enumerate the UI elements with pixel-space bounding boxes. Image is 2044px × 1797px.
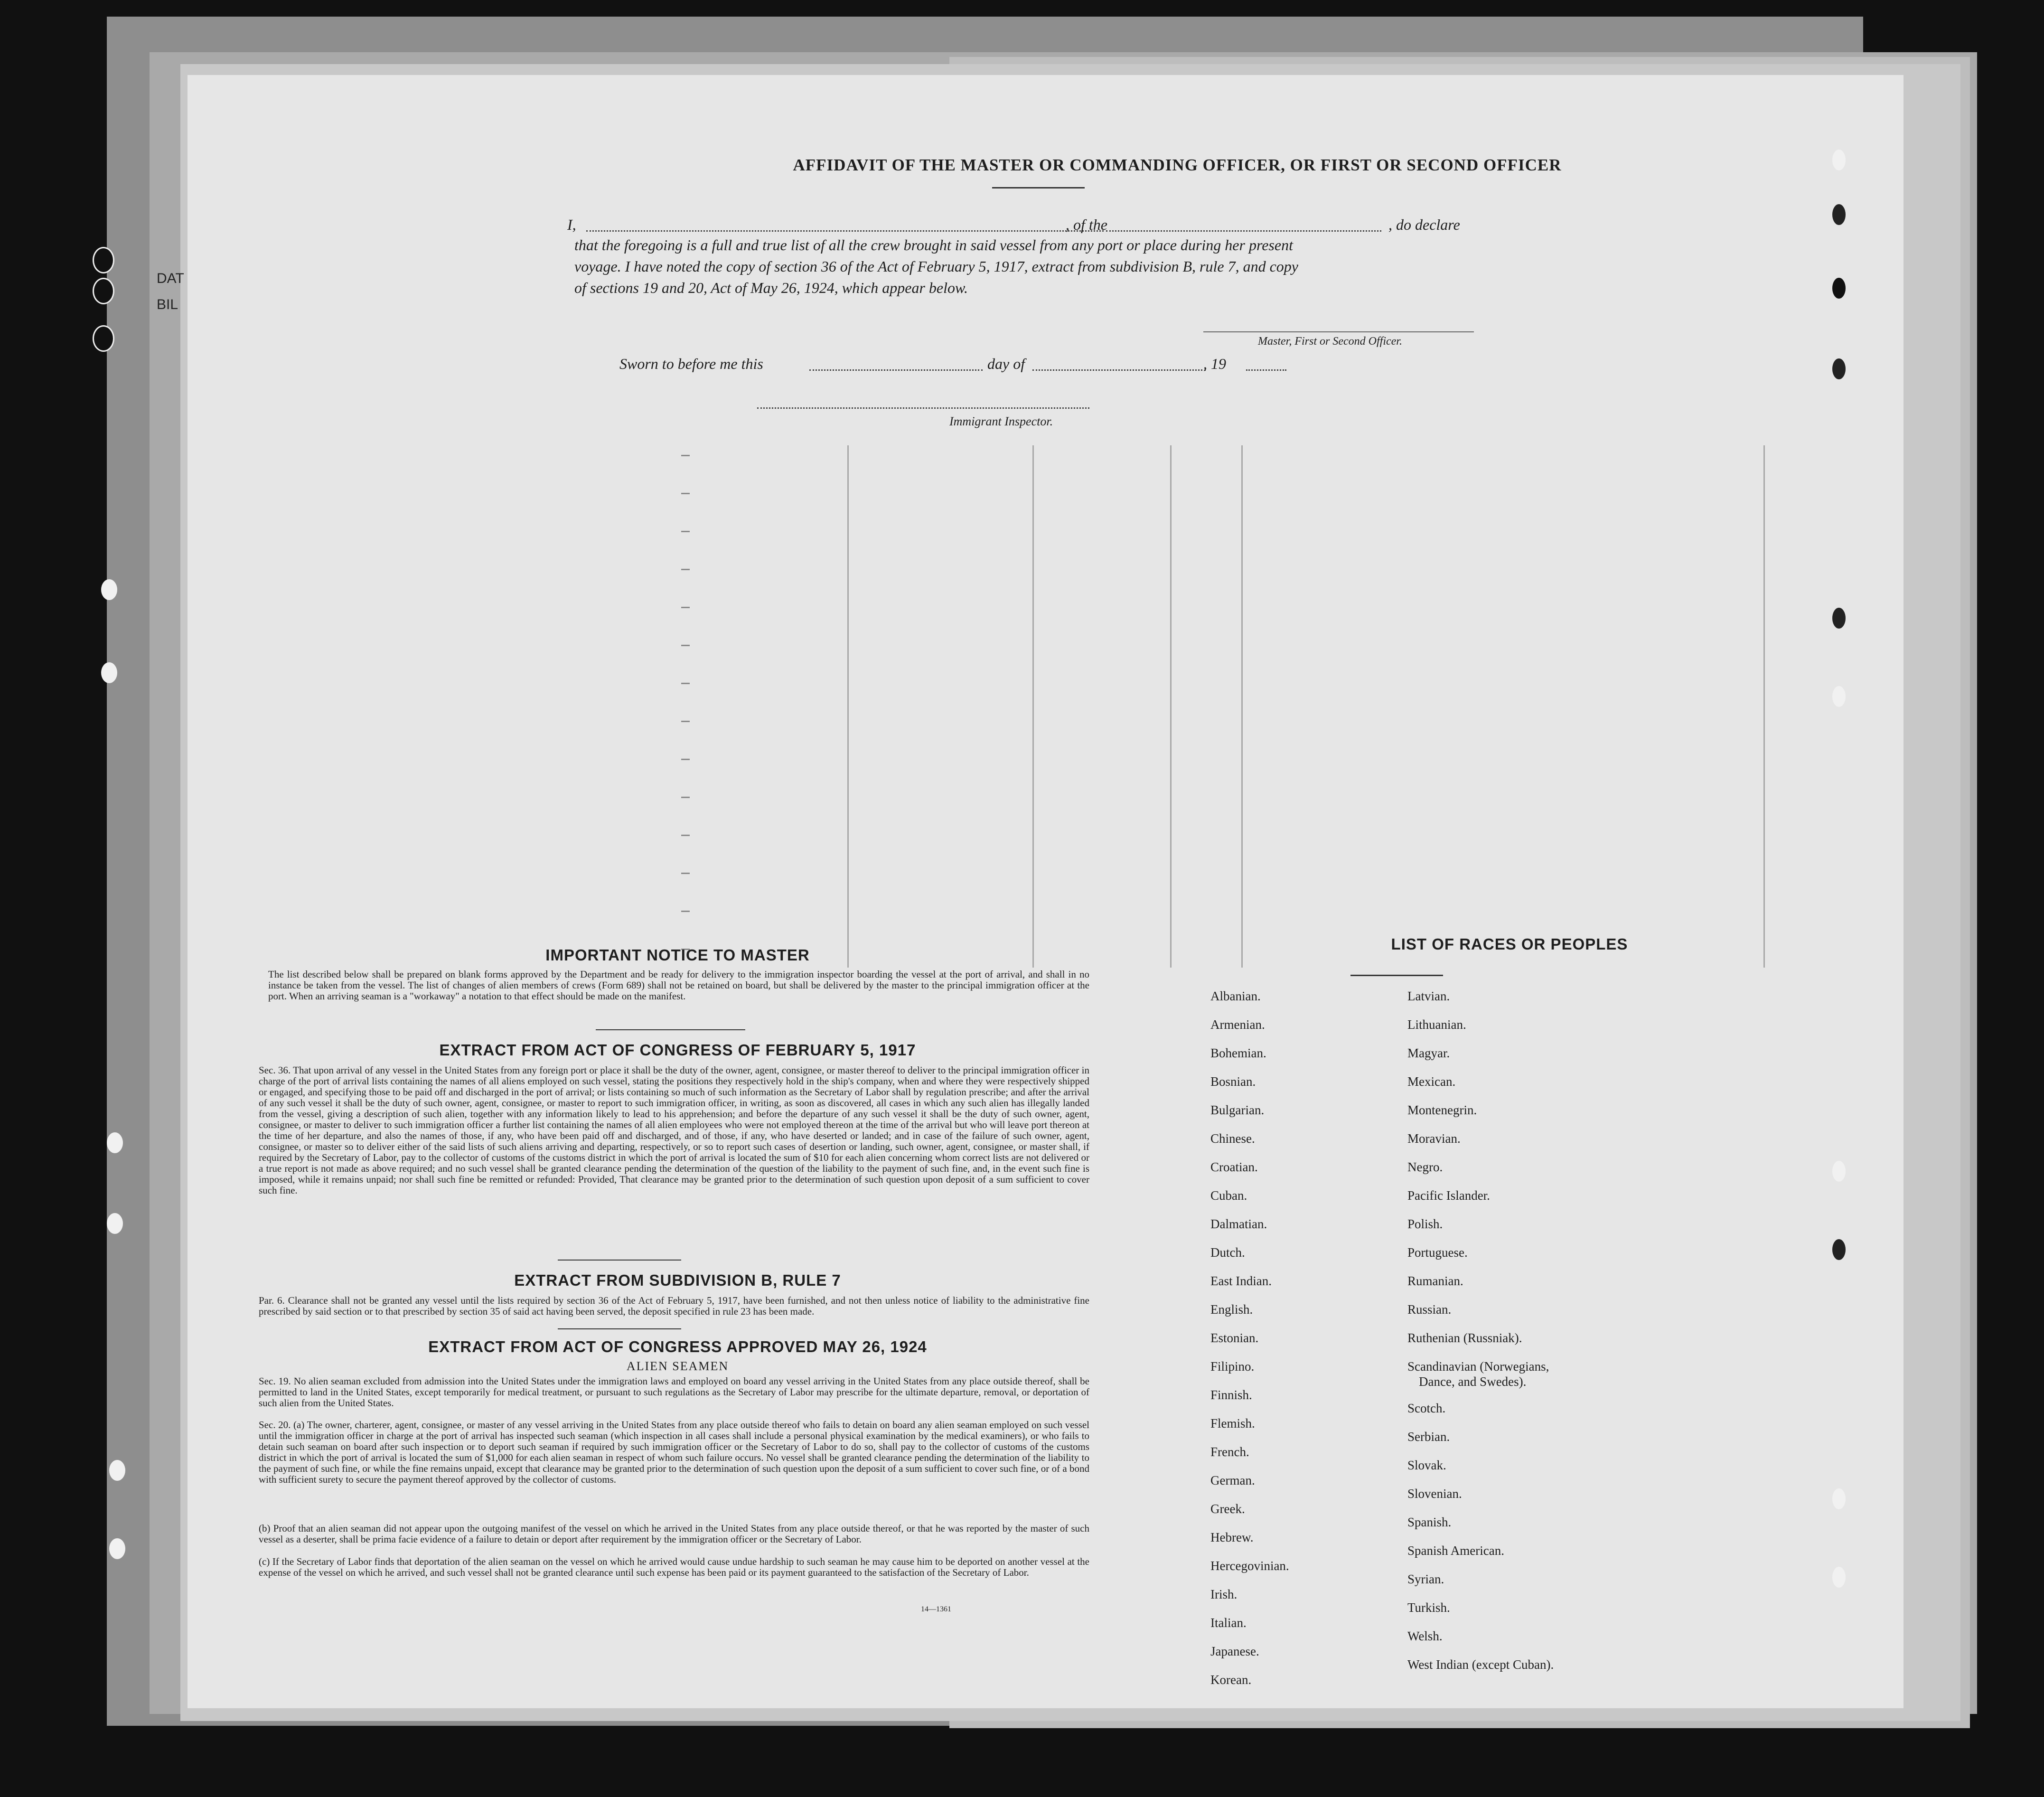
race-item: Pacific Islander. — [1407, 1188, 1490, 1203]
race-item: Portuguese. — [1407, 1245, 1468, 1260]
notice-body: The list described below shall be prepared on blank forms approved by the Department and be ready for delivery to the immigration inspector boarding the vessel at the port of arrival, and shall in no instance be taken from the vessel. The list of changes of alien members of crews (Form 689) shall not be retained on board, but shall be delivered by the master to the principal immigration officer at the port. When an arriving seaman is a "workaway" a notation to that effect should be made on the manifest. — [268, 969, 1089, 1002]
race-item: Spanish. — [1407, 1515, 1452, 1529]
race-item: Albanian. — [1210, 989, 1261, 1003]
race-item: West Indian (except Cuban). — [1407, 1657, 1554, 1672]
punch-hole — [93, 247, 114, 273]
race-item: Moravian. — [1407, 1131, 1461, 1146]
punch-hole — [109, 1460, 125, 1481]
race-item: Welsh. — [1407, 1629, 1443, 1643]
under-page-label-1: DAT — [157, 271, 184, 286]
race-item: Serbian. — [1407, 1430, 1450, 1444]
race-item: Japanese. — [1210, 1644, 1259, 1658]
race-item: Magyar. — [1407, 1046, 1450, 1060]
extract-1917-heading: EXTRACT FROM ACT OF CONGRESS OF FEBRUARY 5, 1917 — [439, 1041, 916, 1059]
race-item: Italian. — [1210, 1616, 1247, 1630]
race-item: Hercegovinian. — [1210, 1559, 1289, 1573]
punch-hole — [101, 579, 117, 600]
race-item: Armenian. — [1210, 1017, 1265, 1032]
title-rule — [992, 187, 1085, 188]
race-item: Bulgarian. — [1210, 1103, 1265, 1117]
section-20b: (b) Proof that an alien seaman did not appear upon the outgoing manifest of the vessel on which he arrived in the United States from any place outside thereof, or that he was reported by the master of such vessel as a deserter, shall be prima facie evidence of a failure to detain or deport after requirement by the immigration officer or the Secretary of Labor. — [259, 1523, 1089, 1545]
affidavit-do-declare: , do declare — [1388, 216, 1460, 233]
sworn-day-blank — [809, 369, 983, 371]
race-item: Scotch. — [1407, 1401, 1446, 1415]
form-number: 14—1361 — [921, 1605, 951, 1613]
race-item: Slovenian. — [1407, 1487, 1462, 1501]
extract-1917-rule — [558, 1260, 681, 1261]
race-item: Montenegrin. — [1407, 1103, 1477, 1117]
master-signature-line — [1203, 331, 1474, 332]
race-item: Bohemian. — [1210, 1046, 1266, 1060]
race-item: Irish. — [1210, 1587, 1238, 1601]
race-item: Bosnian. — [1210, 1074, 1256, 1089]
under-page-label-2: BIL — [157, 297, 178, 312]
affidavit-line-4: of sections 19 and 20, Act of May 26, 1924, which appear below. — [574, 279, 968, 296]
race-item: Croatian. — [1210, 1160, 1258, 1174]
punch-hole — [1832, 1161, 1846, 1182]
inspector-label: Immigrant Inspector. — [949, 414, 1053, 428]
race-item: Filipino. — [1210, 1359, 1255, 1374]
vessel-blank — [1106, 230, 1381, 232]
race-item: Dutch. — [1210, 1245, 1245, 1260]
punch-hole — [1832, 1488, 1846, 1509]
race-item: East Indian. — [1210, 1274, 1272, 1288]
section-20c: (c) If the Secretary of Labor finds that deportation of the alien seaman on the vessel on which he arrived would cause undue hardship to such seaman he may cause him to be deported on another vessel at the expense of the vessel on which he arrived, and such vessel shall not be granted clearance until such expense has been paid or its payment guaranteed to the satisfaction of the Secretary of Labor. — [259, 1556, 1089, 1578]
punch-hole — [93, 325, 114, 352]
notice-heading: IMPORTANT NOTICE TO MASTER — [545, 946, 810, 964]
master-signature-label: Master, First or Second Officer. — [1258, 335, 1402, 348]
section-20a: Sec. 20. (a) The owner, charterer, agent, consignee, or master of any vessel arriving in the United States from any place outside thereof who fails to detain on board any alien seaman employed on such vessel until the immigration officer in charge at the port of arrival has inspected such seaman (which inspection in all cases shall include a personal physical examination by the medical examiners), or who fails to detain such seaman on board after such inspection or to deport such seaman if required by such immigration officer or the Secretary of Labor to do so, shall pay to the collector of customs of the customs district in which the port of arrival is located the sum of $1,000 for each alien seaman in respect of whom such failure occurs. No vessel shall be granted clearance pending the determination of the liability to the payment of such fine, or while the fine remains unpaid, except that clearance may be granted prior to the determination of such question upon the deposit of a sum sufficient to cover such fine, or of a bond with sufficient surety to secure the payment thereof approved by the collector of customs. — [259, 1419, 1089, 1485]
race-item: Negro. — [1407, 1160, 1443, 1174]
sworn-year: , 19 — [1203, 355, 1226, 372]
race-item: Dance, and Swedes). — [1419, 1374, 1527, 1389]
affidavit-line-3: voyage. I have noted the copy of section 36 of the Act of February 5, 1917, extract from subdivision B, rule 7, and copy — [574, 258, 1298, 275]
sworn-label: Sworn to before me this — [619, 355, 763, 372]
races-rule — [1350, 975, 1443, 976]
race-item: Cuban. — [1210, 1188, 1247, 1203]
punch-hole — [1832, 278, 1846, 299]
races-right-column — [1407, 982, 1554, 1679]
race-item: Greek. — [1210, 1502, 1245, 1516]
sworn-day-of: day of — [987, 355, 1025, 372]
punch-hole — [1832, 204, 1846, 225]
races-heading: LIST OF RACES OR PEOPLES — [1391, 935, 1628, 953]
race-item: Finnish. — [1210, 1388, 1252, 1402]
inspector-signature-line — [757, 407, 1089, 409]
punch-hole — [107, 1132, 123, 1153]
affidavit-title: AFFIDAVIT OF THE MASTER OR COMMANDING OFFICER, OR FIRST OR SECOND OFFICER — [793, 156, 1562, 174]
race-item: Estonian. — [1210, 1331, 1259, 1345]
race-item: Spanish American. — [1407, 1543, 1504, 1558]
name-blank — [586, 230, 1104, 232]
race-item: Latvian. — [1407, 989, 1450, 1003]
race-item: Polish. — [1407, 1217, 1443, 1231]
extract-1924-heading: EXTRACT FROM ACT OF CONGRESS APPROVED MAY 26, 1924 — [428, 1338, 927, 1355]
race-item: Dalmatian. — [1210, 1217, 1267, 1231]
extract-rule7-heading: EXTRACT FROM SUBDIVISION B, RULE 7 — [514, 1271, 841, 1289]
punch-hole — [1832, 150, 1846, 170]
race-item: Chinese. — [1210, 1131, 1255, 1146]
punch-hole — [1832, 1239, 1846, 1260]
section-19: Sec. 19. No alien seaman excluded from admission into the United States under the immigration laws and employed on board any vessel arriving in the United States from any place outside thereof, shall be permitted to land in the United States, except temporarily for medical treatment, or pursuant to such regulations as the Secretary of Labor may prescribe for the ultimate departure, removal, or deportation of such alien from the United States. — [259, 1375, 1089, 1409]
race-item: Lithuanian. — [1407, 1017, 1466, 1032]
extract-rule7-rule — [558, 1328, 681, 1329]
race-item: Ruthenian (Russniak). — [1407, 1331, 1522, 1345]
race-item: Russian. — [1407, 1302, 1452, 1317]
punch-hole — [93, 278, 114, 304]
punch-hole — [101, 662, 117, 683]
races-left-column — [1210, 982, 1289, 1694]
race-item: Hebrew. — [1210, 1530, 1254, 1544]
race-item: German. — [1210, 1473, 1255, 1487]
affidavit-of-the: , of the — [1066, 216, 1107, 233]
document-page — [188, 75, 1903, 1708]
alien-seamen-subheading: ALIEN SEAMEN — [626, 1359, 729, 1373]
affidavit-line-2: that the foregoing is a full and true list of all the crew brought in said vessel from any port or place during her present — [574, 236, 1293, 254]
race-item: Scandinavian (Norwegians, — [1407, 1359, 1549, 1374]
race-item: Korean. — [1210, 1673, 1252, 1687]
affidavit-i: I, — [567, 216, 576, 233]
sworn-year-blank — [1246, 369, 1286, 371]
punch-hole — [107, 1213, 123, 1234]
race-item: Rumanian. — [1407, 1274, 1463, 1288]
punch-hole — [1832, 686, 1846, 707]
sworn-month-blank — [1032, 369, 1206, 371]
race-item: Turkish. — [1407, 1600, 1450, 1615]
punch-hole — [109, 1538, 125, 1559]
notice-rule — [596, 1029, 745, 1030]
punch-hole — [1832, 358, 1846, 379]
race-item: Mexican. — [1407, 1074, 1456, 1089]
punch-hole — [1832, 608, 1846, 629]
race-item: Flemish. — [1210, 1416, 1255, 1430]
extract-1917-body: Sec. 36. That upon arrival of any vessel in the United States from any foreign port or place it shall be the duty of the owner, agent, consignee, or master thereof to deliver to the principal immigration officer in charge of the port of arrival lists containing the names of all aliens employed on such vessel, stating the positions they respectively hold in the ship's company, when and where they were respectively shipped or engaged, and specifying those to be paid off and discharged in the port of arrival; or lists containing so much of such information as the Secretary of Labor shall by regulation prescribe; and after the arrival of any such vessel it shall be the duty of such owner, agent, consignee, or master to report to such immigration officer, in writing, as soon as discovered, all cases in which any such alien has illegally landed from the vessel, giving a description of such alien, together with any information likely to lead to his apprehension; and before the departure of any such vessel it shall be the duty of such owner, agent, consignee, or master to deliver to such immigration officer a further list containing the names of all alien employees who were not employed thereon at the time of the arrival but who will leave port thereon at the time of her departure, and also the names of those, if any, who have been paid off and discharged, and of those, if any, who have deserted or landed; and in case of the failure of such owner, agent, consignee, or master so to deliver either of the said lists of such aliens arriving and departing, respectively, or so to report such cases of desertion or landing, such owner, agent, consignee, or master shall, if required by the Secretary of Labor, pay to the collector of customs of the customs district in which the port of arrival is located the sum of $10 for each alien concerning whom correct lists are not delivered or a true report is not made as above required; and no such vessel shall be granted clearance pending the determination of the question of the liability to the payment of such fine, and, in the event such fine is imposed, while it remains unpaid; nor shall such fine be remitted or refunded: Provided, That clearance may be granted prior to the determination of such question upon deposit of a sum sufficient to cover such fine. — [259, 1064, 1089, 1196]
extract-rule7-body: Par. 6. Clearance shall not be granted any vessel until the lists required by section 36 of the Act of February 5, 1917, have been furnished, and not then unless notice of liability to the administrative fine prescribed by said section or to that prescribed by section 35 of said act having been served, the deposit specified in rule 23 has been made. — [259, 1295, 1089, 1317]
race-item: English. — [1210, 1302, 1253, 1317]
race-item: Syrian. — [1407, 1572, 1444, 1586]
punch-hole — [1832, 1567, 1846, 1588]
race-item: Slovak. — [1407, 1458, 1446, 1472]
race-item: French. — [1210, 1445, 1249, 1459]
